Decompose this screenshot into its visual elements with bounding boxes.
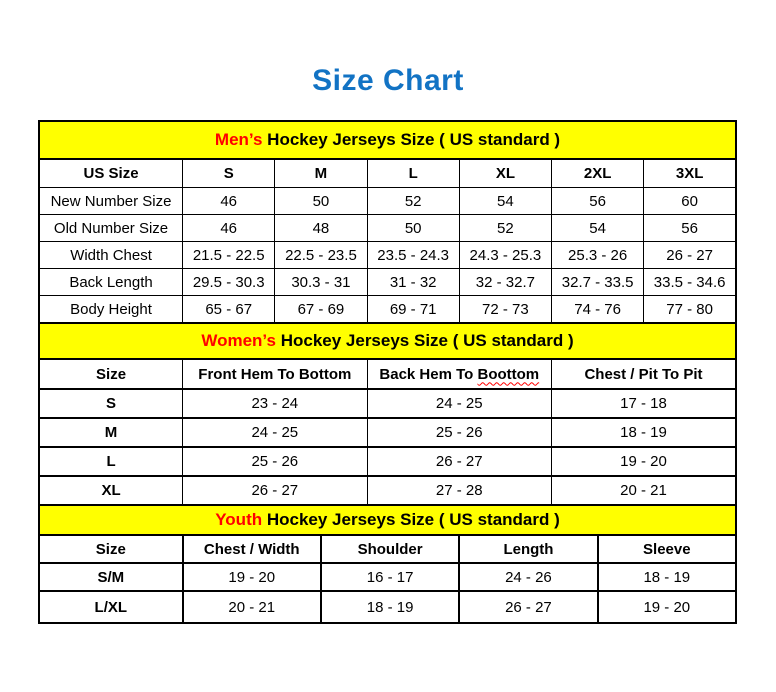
table-row bbox=[39, 447, 736, 476]
value-cell: 25 - 26 bbox=[183, 447, 367, 476]
value-cell: 56 bbox=[644, 215, 736, 242]
value-cell: 20 - 21 bbox=[552, 476, 736, 505]
row-label: Back Length bbox=[39, 269, 183, 296]
row-label: Width Chest bbox=[39, 242, 183, 269]
table-row bbox=[39, 476, 736, 505]
value-cell: 32 - 32.7 bbox=[459, 269, 551, 296]
value-cell: 50 bbox=[367, 215, 459, 242]
value-cell: 19 - 20 bbox=[552, 447, 736, 476]
column-header: Length bbox=[459, 535, 597, 563]
womens-table-title-band bbox=[38, 322, 737, 360]
row-label: S bbox=[39, 389, 183, 418]
value-cell: 26 - 27 bbox=[367, 447, 551, 476]
value-cell: 22.5 - 23.5 bbox=[275, 242, 367, 269]
value-cell: 24 - 25 bbox=[367, 389, 551, 418]
value-cell: 18 - 19 bbox=[552, 418, 736, 447]
youth-table-title-band bbox=[38, 504, 737, 536]
value-cell: 32.7 - 33.5 bbox=[552, 269, 644, 296]
value-cell: 20 - 21 bbox=[183, 591, 321, 623]
womens-band-accent: Women’s bbox=[201, 331, 276, 350]
value-cell: 52 bbox=[367, 188, 459, 215]
value-cell: 54 bbox=[459, 188, 551, 215]
row-label: S/M bbox=[39, 563, 183, 591]
value-cell: 74 - 76 bbox=[552, 296, 644, 324]
row-label: Old Number Size bbox=[39, 215, 183, 242]
column-header: US Size bbox=[39, 159, 183, 188]
value-cell: 54 bbox=[552, 215, 644, 242]
row-label: New Number Size bbox=[39, 188, 183, 215]
table-row bbox=[39, 242, 736, 269]
column-header: Chest / Width bbox=[183, 535, 321, 563]
mens-table-title-band bbox=[38, 120, 737, 160]
value-cell: 48 bbox=[275, 215, 367, 242]
value-cell: 69 - 71 bbox=[367, 296, 459, 324]
charts-container bbox=[38, 120, 737, 624]
column-header: Sleeve bbox=[598, 535, 736, 563]
table-row bbox=[39, 296, 736, 324]
youth-band-text: Hockey Jerseys Size ( US standard ) bbox=[262, 510, 560, 529]
value-cell: 25 - 26 bbox=[367, 418, 551, 447]
value-cell: 19 - 20 bbox=[598, 591, 736, 623]
column-header: Size bbox=[39, 359, 183, 389]
row-label: L/XL bbox=[39, 591, 183, 623]
womens-size-table bbox=[38, 358, 737, 506]
column-header: Front Hem To Bottom bbox=[183, 359, 367, 389]
value-cell: 21.5 - 22.5 bbox=[183, 242, 275, 269]
youth-header-row bbox=[39, 535, 736, 563]
page-title: Size Chart bbox=[312, 64, 464, 97]
column-header: XL bbox=[459, 159, 551, 188]
value-cell: 27 - 28 bbox=[367, 476, 551, 505]
row-label: M bbox=[39, 418, 183, 447]
mens-size-table bbox=[38, 158, 737, 324]
value-cell: 26 - 27 bbox=[644, 242, 736, 269]
table-row bbox=[39, 269, 736, 296]
value-cell: 26 - 27 bbox=[183, 476, 367, 505]
column-header-text: Back Hem To bbox=[379, 365, 478, 383]
value-cell: 67 - 69 bbox=[275, 296, 367, 324]
row-label: XL bbox=[39, 476, 183, 505]
column-header bbox=[367, 359, 551, 389]
mens-header-row bbox=[39, 159, 736, 188]
column-header: Size bbox=[39, 535, 183, 563]
youth-size-table bbox=[38, 534, 737, 624]
value-cell: 24 - 26 bbox=[459, 563, 597, 591]
misspelled-word: Boottom bbox=[477, 365, 540, 383]
table-row bbox=[39, 389, 736, 418]
value-cell: 23.5 - 24.3 bbox=[367, 242, 459, 269]
value-cell: 24 - 25 bbox=[183, 418, 367, 447]
column-header: 2XL bbox=[552, 159, 644, 188]
value-cell: 26 - 27 bbox=[459, 591, 597, 623]
value-cell: 18 - 19 bbox=[598, 563, 736, 591]
mens-band-text: Hockey Jerseys Size ( US standard ) bbox=[262, 130, 561, 149]
value-cell: 60 bbox=[644, 188, 736, 215]
row-label: L bbox=[39, 447, 183, 476]
column-header: L bbox=[367, 159, 459, 188]
column-header: Chest / Pit To Pit bbox=[552, 359, 736, 389]
value-cell: 17 - 18 bbox=[552, 389, 736, 418]
value-cell: 19 - 20 bbox=[183, 563, 321, 591]
value-cell: 33.5 - 34.6 bbox=[644, 269, 736, 296]
value-cell: 25.3 - 26 bbox=[552, 242, 644, 269]
table-row bbox=[39, 215, 736, 242]
womens-band-text: Hockey Jerseys Size ( US standard ) bbox=[275, 331, 574, 350]
table-row bbox=[39, 591, 736, 623]
value-cell: 46 bbox=[183, 188, 275, 215]
value-cell: 24.3 - 25.3 bbox=[459, 242, 551, 269]
value-cell: 29.5 - 30.3 bbox=[183, 269, 275, 296]
value-cell: 65 - 67 bbox=[183, 296, 275, 324]
column-header: S bbox=[183, 159, 275, 188]
table-row bbox=[39, 418, 736, 447]
column-header: 3XL bbox=[644, 159, 736, 188]
mens-band-accent: Men’s bbox=[214, 130, 263, 149]
value-cell: 16 - 17 bbox=[321, 563, 459, 591]
value-cell: 18 - 19 bbox=[321, 591, 459, 623]
youth-band-accent: Youth bbox=[215, 510, 263, 529]
womens-header-row bbox=[39, 359, 736, 389]
table-row bbox=[39, 563, 736, 591]
value-cell: 72 - 73 bbox=[459, 296, 551, 324]
value-cell: 23 - 24 bbox=[183, 389, 367, 418]
column-header: Shoulder bbox=[321, 535, 459, 563]
value-cell: 31 - 32 bbox=[367, 269, 459, 296]
table-row bbox=[39, 188, 736, 215]
value-cell: 77 - 80 bbox=[644, 296, 736, 324]
value-cell: 50 bbox=[275, 188, 367, 215]
value-cell: 52 bbox=[459, 215, 551, 242]
row-label: Body Height bbox=[39, 296, 183, 324]
column-header: M bbox=[275, 159, 367, 188]
value-cell: 46 bbox=[183, 215, 275, 242]
value-cell: 56 bbox=[552, 188, 644, 215]
value-cell: 30.3 - 31 bbox=[275, 269, 367, 296]
